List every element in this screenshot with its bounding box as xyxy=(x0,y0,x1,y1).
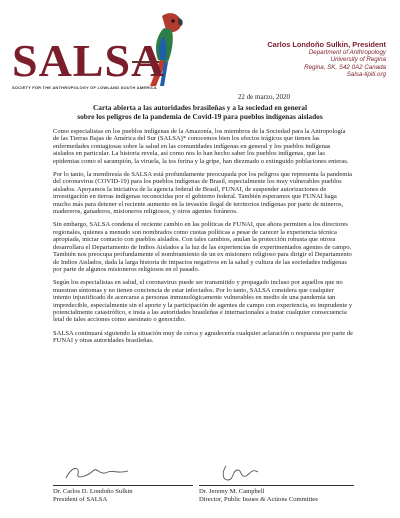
signature-line xyxy=(199,485,354,486)
paragraph: Como especialistas en los pueblos indígenas de la Amazonía, los miembros de la Sociedad para la Antropología de las Tierras Bajas de América del Sur (SALSA)* conocemos bien los efectos trágicos que tienen las enfermedades contagiosas sobre la salud en las comunidades indígenas en general y los pueblos indígenas aislados en particular. La historia revela, así como nos lo han hecho saber los pueblos indígenas, que las epidemias como el sarampión, la viruela, la tos ferina y la gripe, han diezmado o extinguido poblaciones enteras. xyxy=(53,128,349,165)
contact-line: Regina, SK, S42 0A2 Canada xyxy=(304,63,386,71)
paragraph: Sin embargo, SALSA condena el reciente cambio en las políticas de FUNAI, que ahora permiten a los directores regionales, quienes a menudo son nombrados como cuotas políticas a pesar de carecer la experiencia técnica apropiada, iniciar contacto con pueblos aislados. Con tales cambios, anulan la protección robusta que otrora desarrollara el Departamento de Indios Aislados a la luz de las experiencias de experimentados agentes de campo. También nos preocupa profundamente el nombramiento de un ex misionero religioso para dirigir el Departamento de Indios Aislados, dada la larga historia de impactos negativos en la salud y cultura de las sociedades indígenas por parte de algunos misioneros religiosos en el pasado. xyxy=(53,221,352,273)
paragraph: Por lo tanto, la membresía de SALSA está profundamente preocupada por los peligros que representa la pandemia del coronavirus (COVID-19) para los pueblos indígenas de Brasil, especialmente los muy vulnerables pueblos aislados. Apoyamos la iniciativa de la agencia federal de Brasil, FUNAI, de suspender autorizaciones de investigación en tierras indígenas reconocidas por el gobierno federal. También esperamos que FUNAI haga mucho más para detener el reciente aumento en la invasión ilegal de territorios indígenas por parte de mineros, madereros, ganaderos, misioneros religiosos, y otros agentes foráneos. xyxy=(53,171,353,216)
signature-director xyxy=(212,462,372,484)
title-line: sobre los peligros de la pandemia de Covid-19 para pueblos indígenas aislados xyxy=(77,112,323,121)
letter-title xyxy=(30,103,370,121)
contact-line: Department of Anthropology xyxy=(308,49,386,56)
paragraph: Según los especialistas en salud, el coronavirus puede ser transmitido y propagado incluso por aquellos que no muestran síntomas y no tienen conciencia de estar infectados. Por lo tanto, SALSA considera que cualquier intento injustificado de acercarse a personas inmunológicamente vulnerables en medio de una pandemia tan impredecible, especialmente sin el aporte y la participación de agentes de campo con experiencia, es imprudente y potencialmente catastrófico, e insta a las autoridades brasileñas e internacionales a tratar cualquier consecuencia letal de tales acciones como asesinato o genocidio. xyxy=(53,279,353,324)
logo-wordmark: SALSA xyxy=(12,35,166,86)
contact-line: University of Regina xyxy=(330,56,386,64)
contact-name: Carlos Londoño Sulkin, President xyxy=(267,40,386,49)
title-line: Carta abierta a las autoridades brasileñas y a la sociedad en general xyxy=(92,103,308,112)
signatory-role: Director, Public Issues & Actions Committee xyxy=(199,496,319,503)
signature-president xyxy=(58,462,218,484)
paragraph: SALSA continuará siguiendo la situación muy de cerca y agradecería cualquier aclaración o respuesta por parte de FUNAI y otras autoridades brasileñas. xyxy=(53,329,353,345)
logo-subtitle: SOCIETY FOR THE ANTHROPOLOGY OF LOWLAND SOUTH AMERICA xyxy=(12,85,157,90)
contact-website-link[interactable]: Salsa-tipiti.org xyxy=(346,70,386,78)
signatory-name: Dr. Jeremy M. Campbell xyxy=(199,488,265,495)
signatory-director xyxy=(199,488,318,504)
signatory-name: Dr. Carlos D. Londoño Sulkin xyxy=(53,488,133,495)
signatory-role: President of SALSA xyxy=(53,496,108,503)
letter-date: 22 de marzo, 2020 xyxy=(237,93,290,101)
signatory-president xyxy=(53,488,133,504)
salsa-logo xyxy=(12,8,212,90)
letter-body xyxy=(53,128,353,351)
contact-block xyxy=(267,40,386,78)
signature-line xyxy=(53,485,193,486)
